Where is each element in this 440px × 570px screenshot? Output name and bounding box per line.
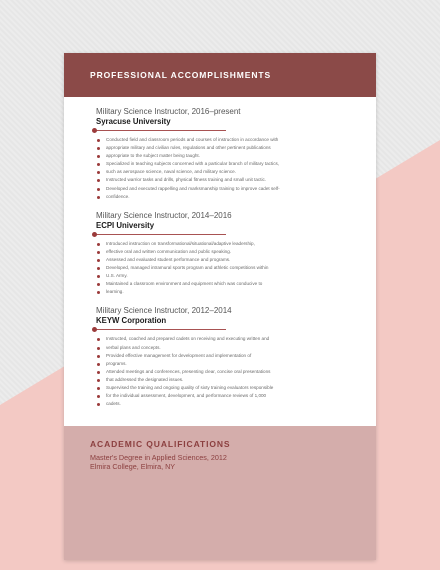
job-divider	[96, 326, 346, 334]
divider-dot-icon	[92, 128, 97, 133]
job-bullet: Attended meetings and conferences, presenting clear, concise oral presentations	[96, 368, 346, 376]
job-bullet: Supervised the training and ongoing quality of sixty training evaluators responsible	[96, 384, 346, 392]
divider-line	[96, 130, 226, 131]
job-bullet: such as aerospace science, naval science, and military science.	[96, 168, 346, 176]
job-bullet: that addressed the designated issues.	[96, 376, 346, 384]
job-divider	[96, 231, 346, 239]
job-bullet: programs.	[96, 360, 346, 368]
job-organization: ECPI University	[96, 220, 155, 230]
job-bullet: for the individual assessment, development, and performance reviews of 1,000	[96, 392, 346, 400]
job-bullet: Introduced instruction on transformational/situational/adaptive leadership,	[96, 240, 346, 248]
job-bullet: Instructed warrior tasks and drills, physical fitness training and small unit tactic.	[96, 176, 346, 184]
job-bullet: Provided effective management for development and implementation of	[96, 352, 346, 360]
job-bullet: effective oral and written communication and public speaking.	[96, 248, 346, 256]
section-header-band	[64, 53, 376, 97]
job-bullet: Assessed and evaluated student performance and programs.	[96, 256, 346, 264]
job-bullet-list	[96, 335, 346, 408]
qualifications-title: ACADEMIC QUALIFICATIONS	[90, 439, 231, 449]
job-list	[96, 107, 346, 418]
job-bullet-list	[96, 136, 346, 201]
job-organization: Syracuse University	[96, 117, 171, 126]
job-title: Military Science Instructor, 2016–present	[96, 107, 241, 116]
job-bullet: Developed, managed intramural sports program and athletic competitions within	[96, 264, 346, 272]
qualifications-section	[64, 426, 376, 560]
divider-dot-icon	[92, 327, 97, 332]
divider-line	[96, 234, 226, 235]
job-bullet: appropriate military and civilian rules, regulations and other pertinent publications	[96, 144, 346, 152]
job-organization: KEYW Corporation	[96, 316, 167, 326]
job-title: Military Science Instructor, 2012–2014	[96, 306, 232, 316]
job-bullet: Specialized in teaching subjects concerned with a particular branch of military tactics,	[96, 160, 346, 168]
divider-dot-icon	[92, 232, 97, 237]
resume-page	[64, 53, 376, 560]
job-bullet: cadets.	[96, 400, 346, 408]
job-bullet: Conducted field and classroom periods and courses of instruction in accordance with	[96, 136, 346, 144]
job-bullet: U.S. Army.	[96, 272, 346, 280]
job-bullet: learning.	[96, 288, 346, 296]
job-bullet: Developed and executed rappelling and marksmanship training to improve cadet self-	[96, 185, 346, 193]
degree-text: Master's Degree in Applied Sciences, 2012	[90, 453, 227, 462]
job-bullet: Instructed, coached and prepared cadets on receiving and executing written and	[96, 335, 346, 343]
school-text: Elmira College, Elmira, NY	[90, 462, 176, 471]
job-bullet: verbal plans and concepts.	[96, 344, 346, 352]
job-divider	[96, 127, 346, 135]
job-entry	[96, 107, 346, 201]
job-entry	[96, 211, 346, 297]
job-bullet: Maintained a classroom environment and equipment which was conducive to	[96, 280, 346, 288]
section-title: PROFESSIONAL ACCOMPLISHMENTS	[90, 70, 272, 80]
job-bullet: confidence.	[96, 193, 346, 201]
job-entry	[96, 306, 346, 408]
divider-line	[96, 329, 226, 330]
job-title: Military Science Instructor, 2014–2016	[96, 210, 232, 220]
job-bullet: appropriate to the subject matter being taught.	[96, 152, 346, 160]
job-bullet-list	[96, 240, 346, 297]
